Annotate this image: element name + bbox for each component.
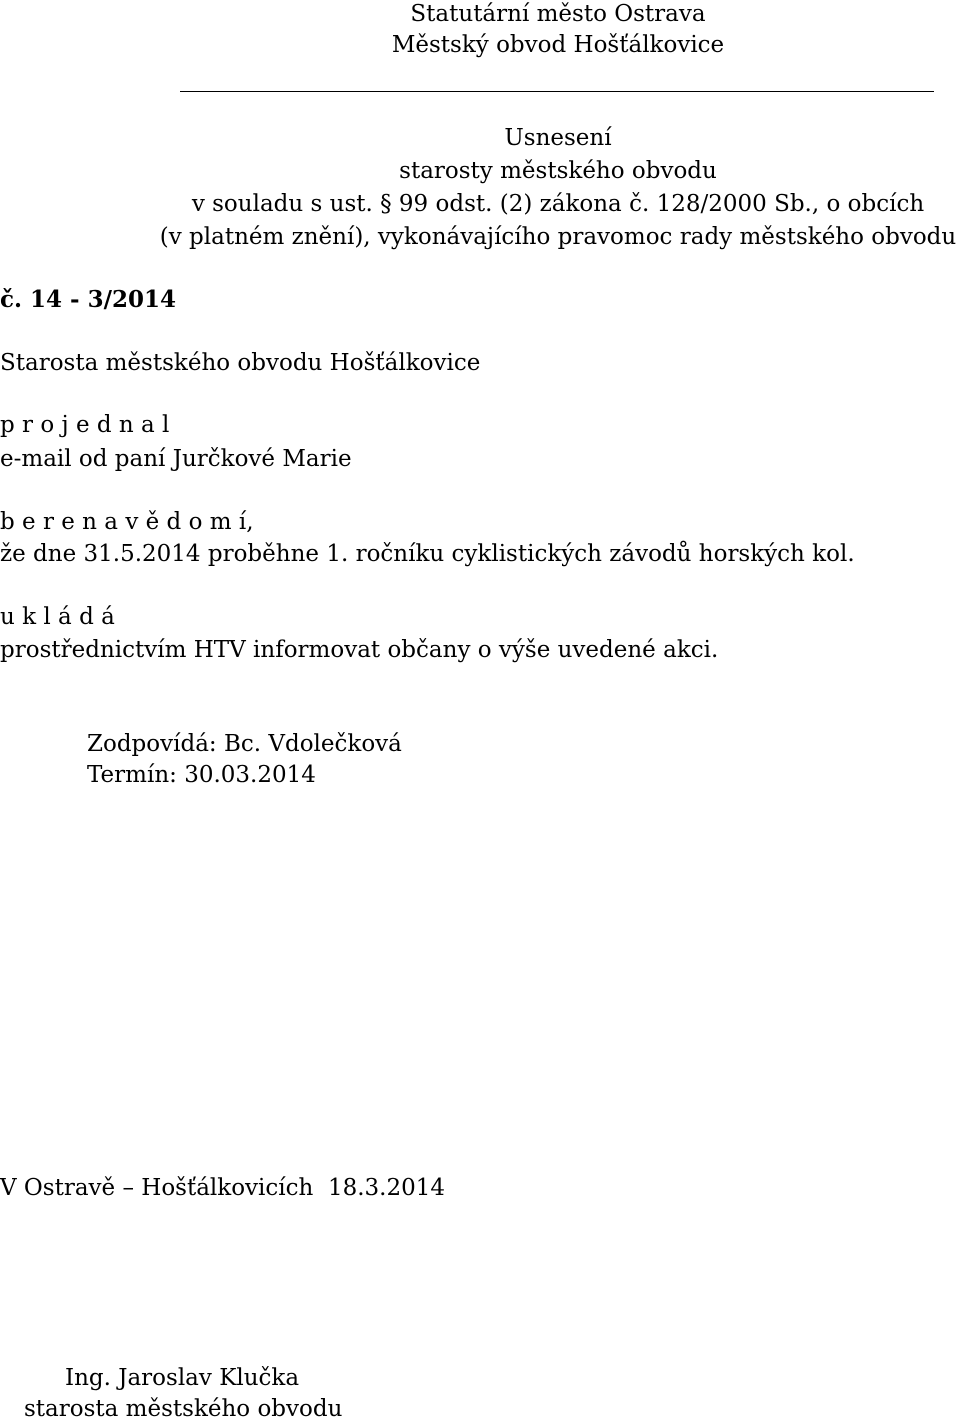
discussed-text: e-mail od paní Jurčkové Marie [0, 446, 352, 472]
tasks-label: u k l á d á [0, 604, 115, 630]
resolution-title: Usnesení [504, 125, 612, 151]
notes-label: b e r e n a v ě d o m í, [0, 509, 254, 535]
actor-text: Starosta městského obvodu Hošťálkovice [0, 350, 481, 376]
resolution-subtitle: starosty městského obvodu [399, 158, 717, 184]
deadline-text: Termín: 30.03.2014 [87, 762, 316, 788]
header-district: Městský obvod Hošťálkovice [391, 32, 725, 58]
resolution-legal-basis: v souladu s ust. § 99 odst. (2) zákona č. 128/2000 Sb., o obcích [191, 191, 925, 217]
discussed-label: p r o j e d n a l [0, 412, 170, 438]
resolution-number: č. 14 - 3/2014 [0, 286, 177, 313]
notes-text: že dne 31.5.2014 proběhne 1. ročníku cyklistických závodů horských kol. [0, 541, 855, 567]
header-city: Statutární město Ostrava [410, 1, 706, 27]
header-divider [180, 91, 934, 92]
tasks-text: prostřednictvím HTV informovat občany o výše uvedené akci. [0, 637, 719, 663]
signatory-title: starosta městského obvodu [24, 1396, 343, 1422]
place-date: V Ostravě – Hošťálkovicích 18.3.2014 [0, 1175, 446, 1201]
resolution-legal-basis-2: (v platném znění), vykonávajícího pravomoc rady městského obvodu [159, 224, 957, 250]
responsible-text: Zodpovídá: Bc. Vdolečková [87, 731, 402, 757]
signatory-name: Ing. Jaroslav Klučka [65, 1365, 300, 1391]
